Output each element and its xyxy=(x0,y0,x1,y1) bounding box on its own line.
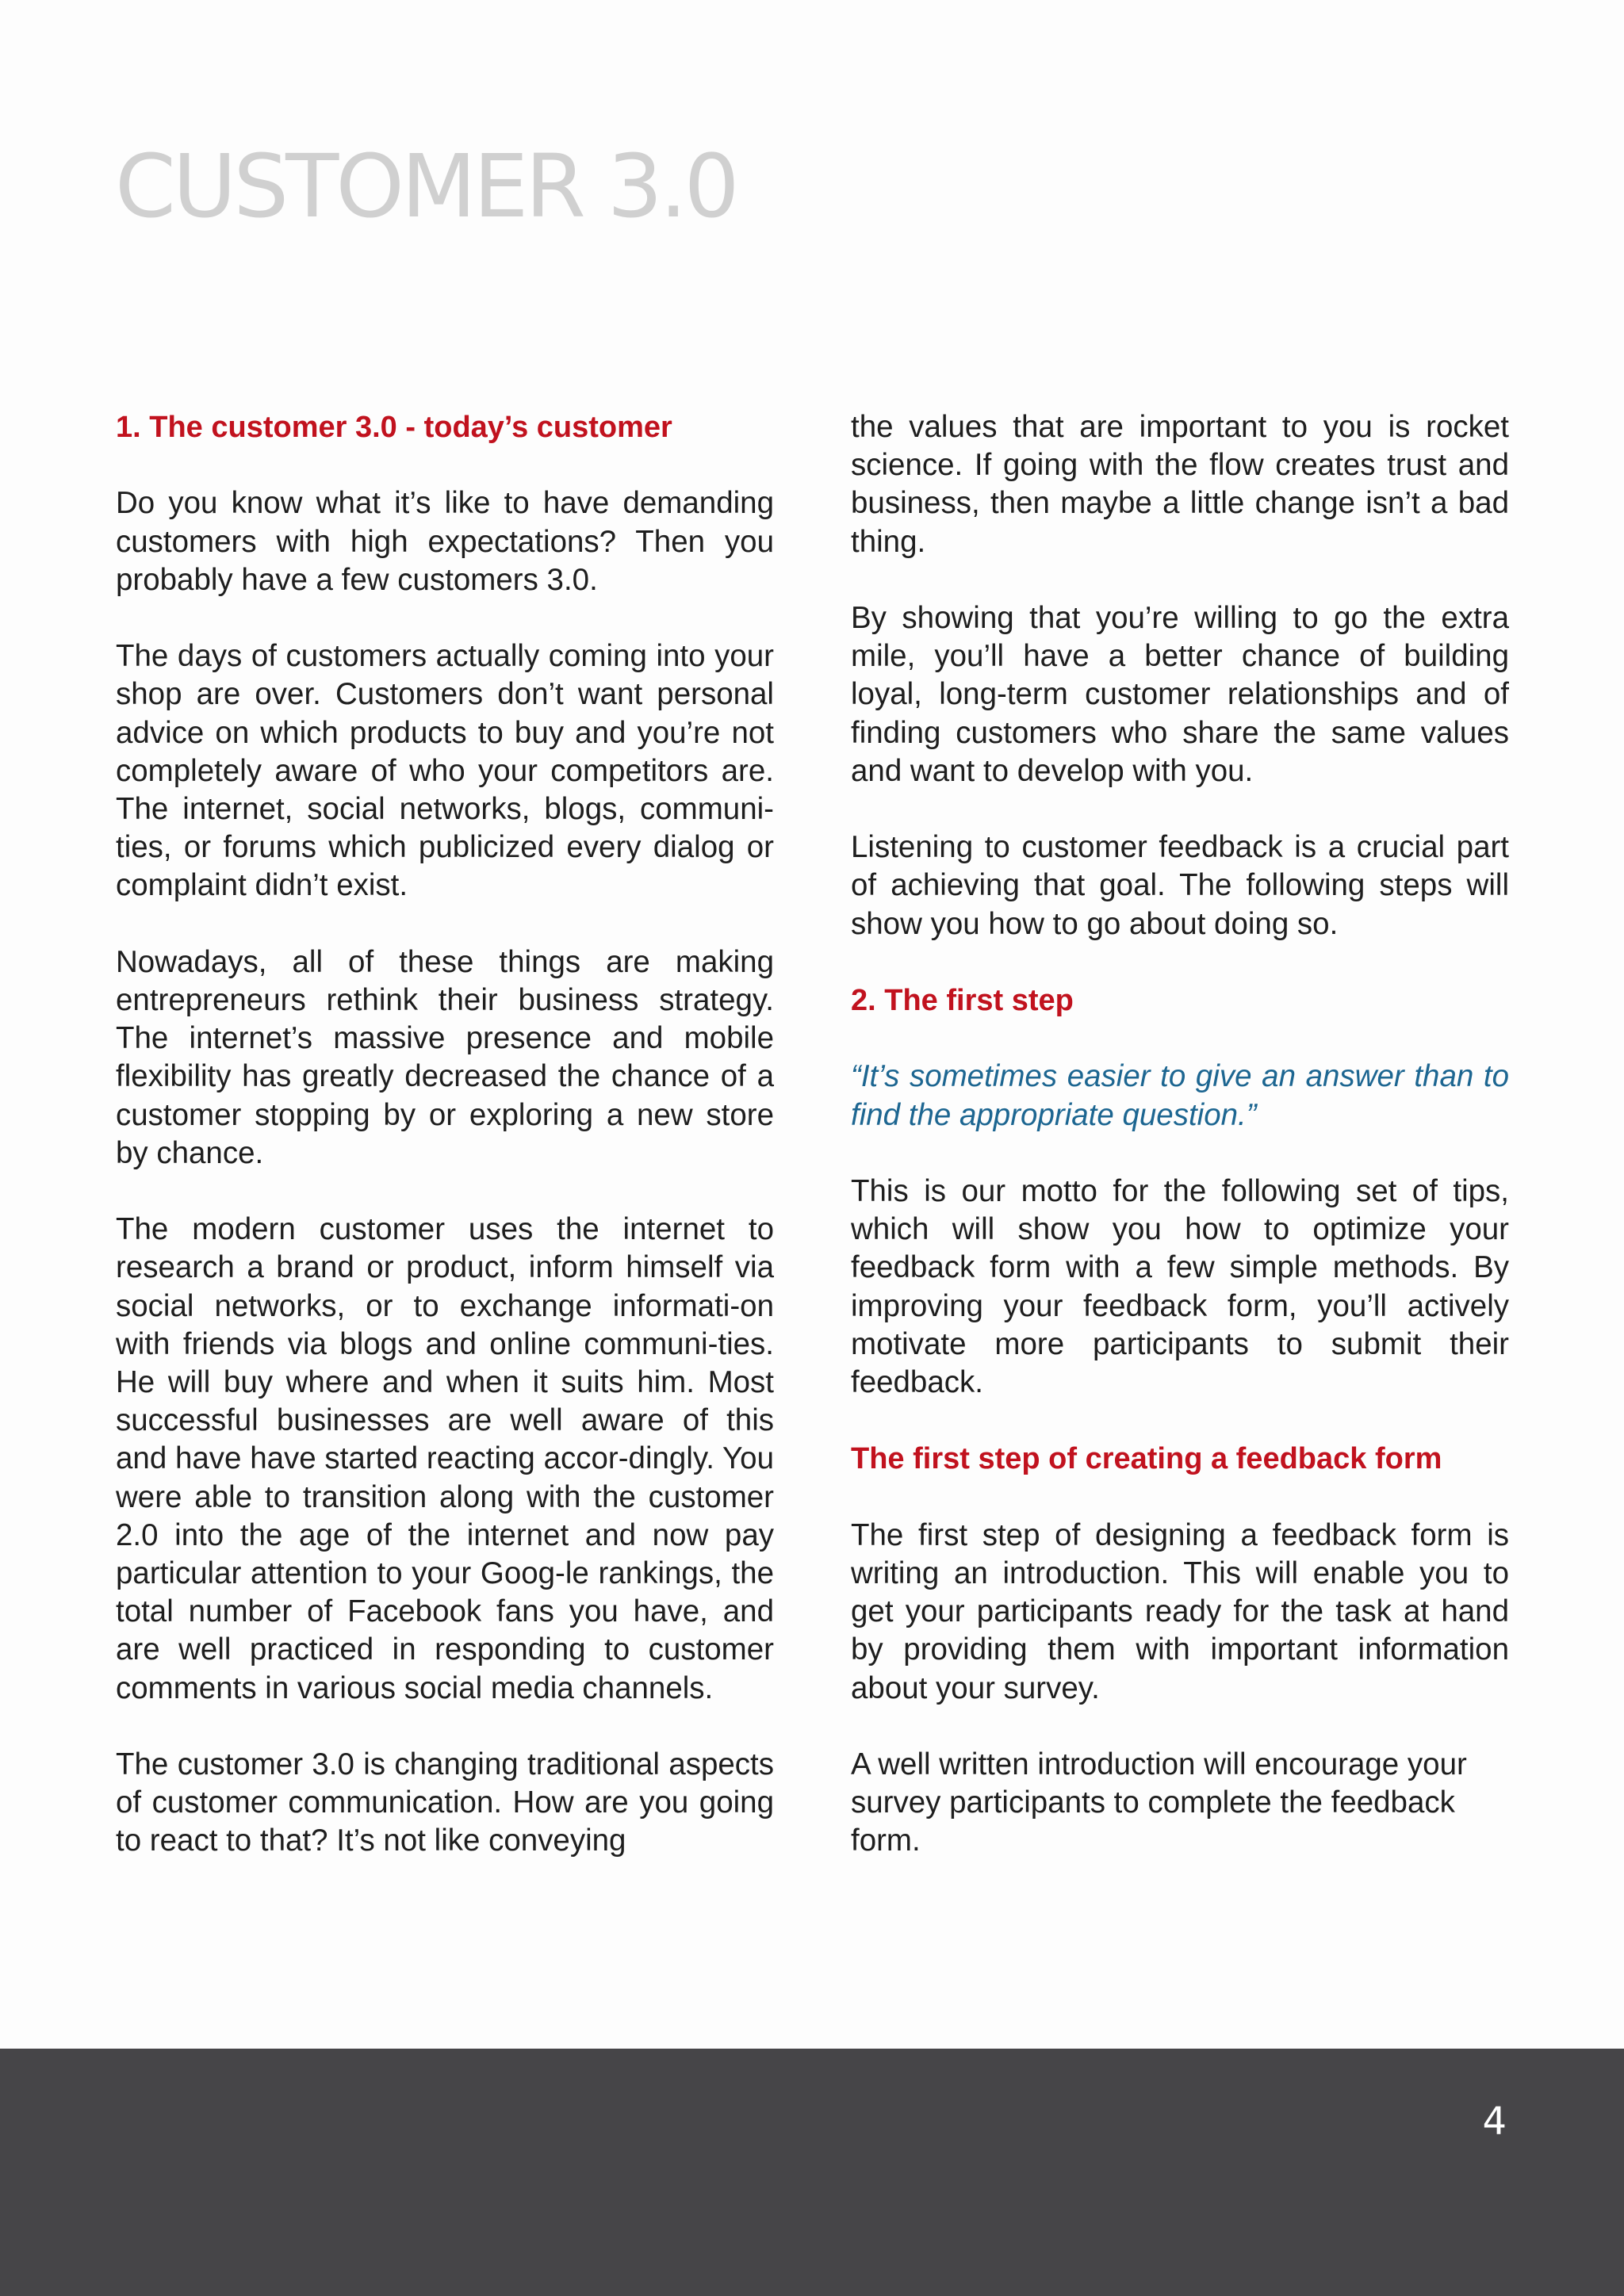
right-column xyxy=(851,408,1509,1899)
page-title: CUSTOMER 3.0 xyxy=(115,136,737,237)
paragraph-continued: the values that are important to you is rocket science. If going with the flow creates trust and business, then maybe a little change isn’t a bad thing. xyxy=(851,410,1509,559)
left-column xyxy=(116,408,774,1899)
section-heading-customer-3: 1. The customer 3.0 - today’s customer xyxy=(116,411,672,444)
paragraph: The days of customers actually coming into your shop are over. Customers don’t want personal advice on which products to buy and you’re not completely aware of who your competitors are. The internet, social networks, blogs, communi-ties, or forums which publicized every dialog or complaint didn’t exist. xyxy=(116,639,774,903)
page-number: 4 xyxy=(1482,2099,1507,2144)
paragraph: This is our motto for the following set of tips, which will show you how to optimize your feedback form with a few simple methods. By improving your feedback form, you’ll actively motivate more participants to submit their feedback. xyxy=(851,1173,1509,1399)
subheading-feedback-form: The first step of creating a feedback form xyxy=(851,1442,1442,1476)
paragraph: The customer 3.0 is changing traditional aspects of customer communication. How are you going to react to that? It’s not like conveying xyxy=(116,1747,774,1858)
paragraph: The first step of designing a feedback form is writing an introduction. This will enable you to get your participants ready for the task at hand by providing them with important information about your survey. xyxy=(851,1517,1509,1705)
paragraph: Listening to customer feedback is a crucial part of achieving that goal. The following steps will show you how to go about doing so. xyxy=(851,830,1509,941)
paragraph: Nowadays, all of these things are making entrepreneurs rethink their business strategy. The internet’s massive presence and mobile flexibility has greatly decreased the chance of a customer stopping by or exploring a new store by chance. xyxy=(116,944,774,1170)
paragraph: The modern customer uses the internet to research a brand or product, inform himself via social networks, or to exchange informati-on with friends via blogs and online communi-ties. He will buy where and when it suits him. Most successful businesses are well aware of this and have have started reacting accor-dingly. You were able to transition along with the customer 2.0 into the age of the internet and now pay particular attention to your Goog-le rankings, the total number of Facebook fans you have, and are well practiced in responding to customer comments in various social media channels. xyxy=(116,1212,774,1705)
paragraph: Do you know what it’s like to have demanding customers with high expectations? Then you probably have a few customers 3.0. xyxy=(116,486,774,597)
section-heading-first-step: 2. The first step xyxy=(851,984,1074,1017)
footer-bar xyxy=(0,2049,1624,2296)
paragraph: By showing that you’re willing to go the extra mile, you’ll have a better chance of building loyal, long-term customer relationships and of finding customers who share the same values and want to develop with you. xyxy=(851,601,1509,788)
motto-quote: “It’s sometimes easier to give an answer than to find the appropriate question.” xyxy=(851,1059,1509,1132)
paragraph: A well written introduction will encourage your survey participants to complete the feedback form. xyxy=(851,1747,1467,1858)
